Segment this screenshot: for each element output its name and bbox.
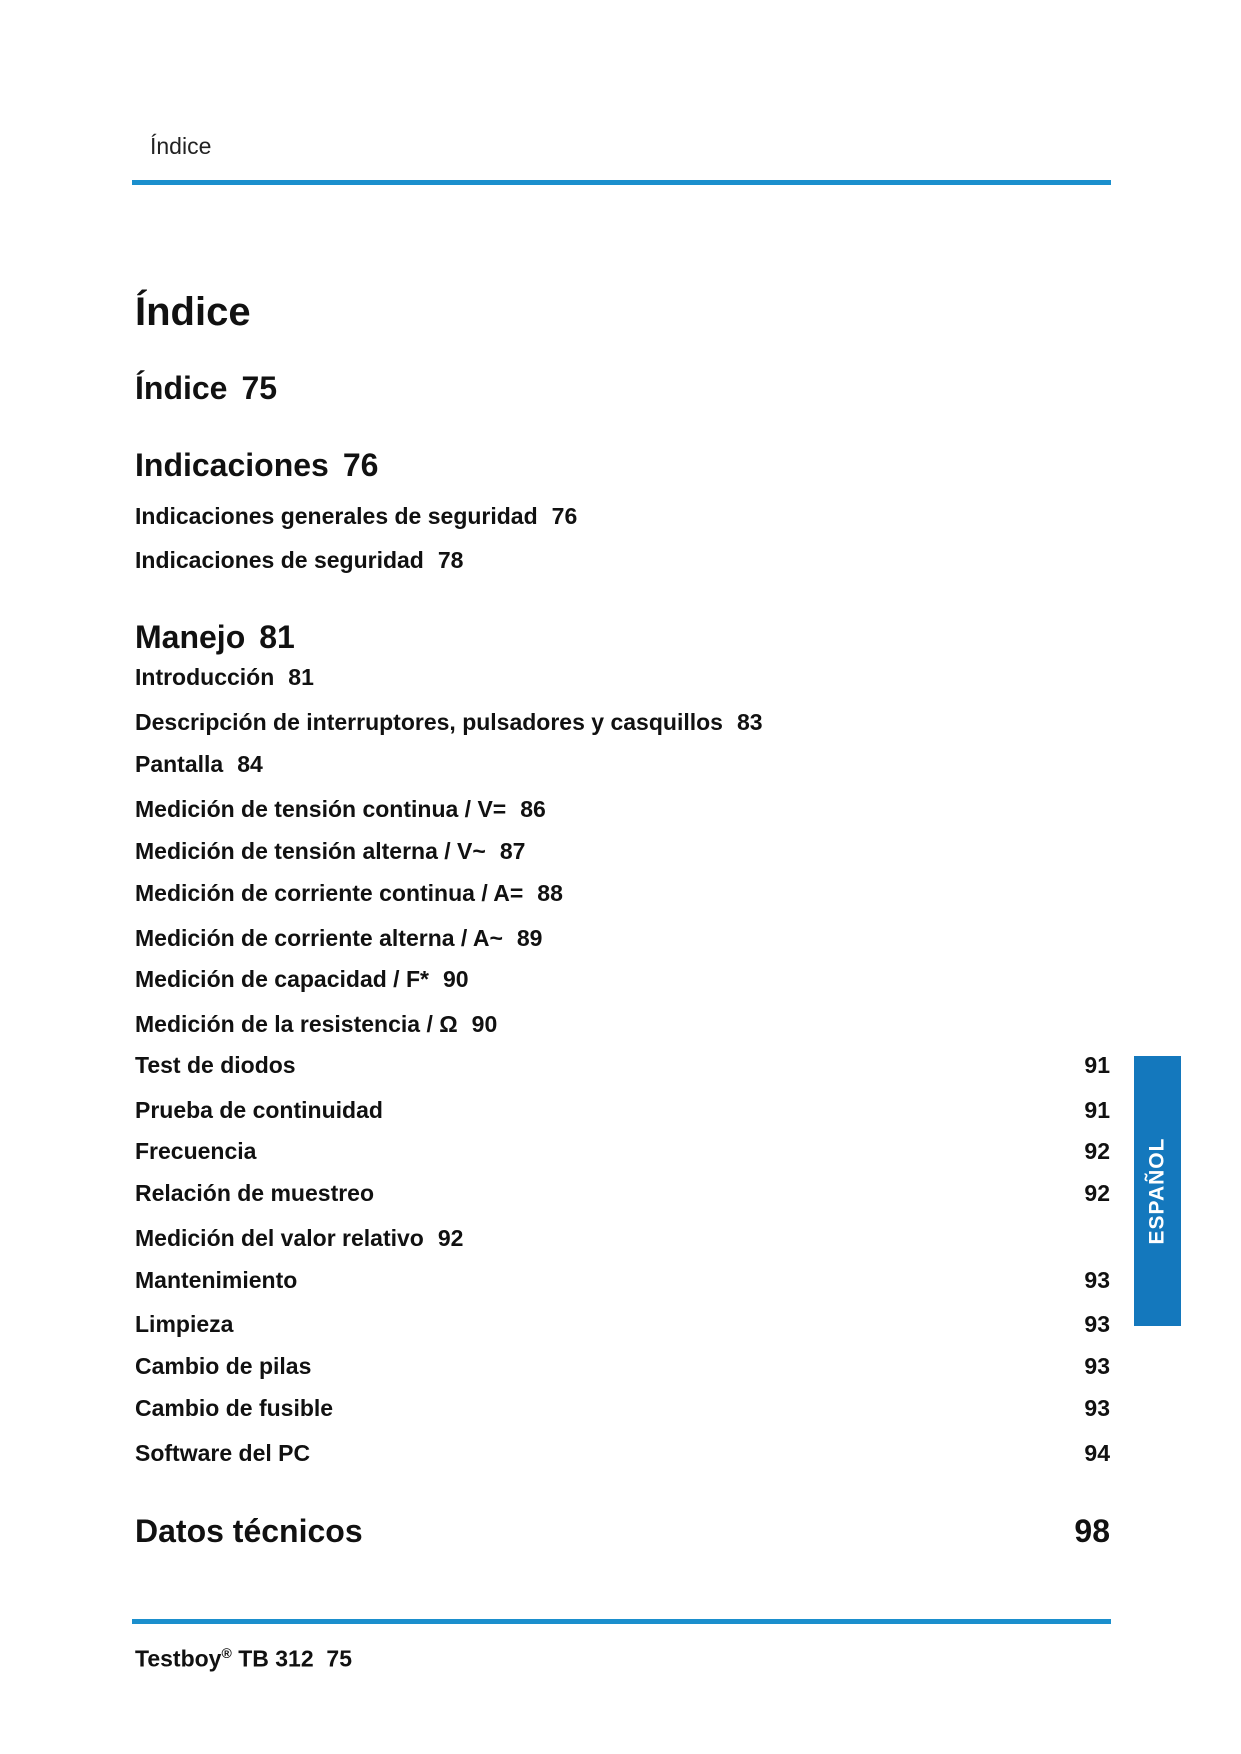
toc-label: Indicaciones de seguridad bbox=[135, 547, 424, 573]
toc-label: Indicaciones generales de seguridad bbox=[135, 503, 538, 529]
toc-entry bbox=[135, 1353, 1110, 1380]
language-tab bbox=[1134, 1056, 1181, 1326]
toc-page-number: 93 bbox=[1084, 1353, 1110, 1379]
toc-heading bbox=[135, 1513, 1110, 1550]
toc-page-number: 76 bbox=[551, 503, 578, 529]
toc-page-number: 90 bbox=[471, 1011, 498, 1037]
toc-label: Medición de corriente continua / A= bbox=[135, 880, 524, 906]
running-header: Índice bbox=[150, 133, 212, 159]
toc-page-number: 83 bbox=[736, 709, 763, 735]
toc-page-number: 78 bbox=[437, 547, 464, 573]
toc-label: Introducción bbox=[135, 664, 275, 690]
toc-page-number: 87 bbox=[499, 838, 526, 864]
toc-page-number: 86 bbox=[520, 796, 546, 822]
toc-page-number: 92 bbox=[1084, 1138, 1110, 1164]
toc-label: Cambio de fusible bbox=[135, 1395, 334, 1421]
toc-page-number: 94 bbox=[1084, 1440, 1110, 1466]
toc-page-number: 93 bbox=[1084, 1311, 1110, 1337]
toc-page-number: 91 bbox=[1084, 1097, 1110, 1123]
toc-heading bbox=[135, 370, 1110, 407]
toc-entry bbox=[135, 966, 1110, 993]
toc-label: Medición de corriente alterna / A~ bbox=[135, 925, 503, 951]
toc-label: Datos técnicos bbox=[135, 1513, 363, 1549]
toc-entry bbox=[135, 1180, 1110, 1207]
toc-label: Test de diodos bbox=[135, 1052, 296, 1078]
toc-label: Medición de la resistencia / Ω bbox=[135, 1011, 458, 1037]
footer-page-number: 75 bbox=[326, 1645, 353, 1672]
toc-entry bbox=[135, 503, 1110, 530]
toc-label: Índice bbox=[135, 370, 228, 406]
toc-page-number: 81 bbox=[288, 664, 314, 690]
toc-entry bbox=[135, 796, 1110, 823]
toc-page-number: 91 bbox=[1084, 1052, 1110, 1078]
toc-page-number: 90 bbox=[442, 966, 469, 992]
footer-model: TB 312 bbox=[231, 1645, 314, 1672]
toc-label: Medición de capacidad / F* bbox=[135, 966, 429, 992]
footer-rule bbox=[132, 1619, 1111, 1624]
toc-entry bbox=[135, 880, 1110, 907]
toc-label: Software del PC bbox=[135, 1440, 311, 1466]
language-tab-label: ESPAÑOL bbox=[1145, 1137, 1169, 1245]
toc-label: Indicaciones bbox=[135, 447, 329, 483]
page-title: Índice bbox=[135, 290, 251, 334]
toc-heading bbox=[135, 447, 1110, 484]
toc-page-number: 76 bbox=[342, 447, 379, 483]
footer bbox=[135, 1645, 352, 1673]
toc-entry bbox=[135, 751, 1110, 778]
toc-entry bbox=[135, 1311, 1110, 1338]
toc-page-number: 92 bbox=[1084, 1180, 1110, 1206]
toc-label: Medición de tensión continua / V= bbox=[135, 796, 507, 822]
toc-page-number: 84 bbox=[237, 751, 263, 777]
toc-heading bbox=[135, 619, 1110, 656]
toc-page-number: 93 bbox=[1084, 1267, 1110, 1293]
toc-label: Manejo bbox=[135, 619, 246, 655]
toc-entry bbox=[135, 838, 1110, 865]
header-rule bbox=[132, 180, 1111, 185]
toc-entry bbox=[135, 1052, 1110, 1079]
toc-label: Prueba de continuidad bbox=[135, 1097, 383, 1123]
toc-label: Cambio de pilas bbox=[135, 1353, 312, 1379]
toc-label: Medición de tensión alterna / V~ bbox=[135, 838, 486, 864]
toc-entry bbox=[135, 1440, 1110, 1467]
toc-page-number: 89 bbox=[516, 925, 543, 951]
toc-page-number: 81 bbox=[259, 619, 295, 655]
toc-label: Mantenimiento bbox=[135, 1267, 298, 1293]
footer-brand: Testboy bbox=[135, 1645, 222, 1672]
toc-entry bbox=[135, 1138, 1110, 1165]
toc-entry bbox=[135, 1097, 1110, 1124]
toc-entry bbox=[135, 1395, 1110, 1422]
toc-label: Descripción de interruptores, pulsadores y casquillos bbox=[135, 709, 723, 735]
toc-entry bbox=[135, 709, 1110, 736]
toc-entry bbox=[135, 547, 1110, 574]
toc-page-number: 88 bbox=[537, 880, 563, 906]
toc-entry bbox=[135, 925, 1110, 952]
toc-page-number: 93 bbox=[1084, 1395, 1110, 1421]
toc-entry bbox=[135, 1225, 1110, 1252]
toc-entry bbox=[135, 1267, 1110, 1294]
registered-mark: ® bbox=[221, 1645, 232, 1661]
toc-label: Pantalla bbox=[135, 751, 224, 777]
toc-entry bbox=[135, 664, 1110, 691]
toc-label: Medición del valor relativo bbox=[135, 1225, 424, 1251]
toc-page-number: 92 bbox=[437, 1225, 464, 1251]
toc-label: Limpieza bbox=[135, 1311, 234, 1337]
toc-page-number: 75 bbox=[241, 370, 278, 406]
toc-label: Relación de muestreo bbox=[135, 1180, 375, 1206]
toc-page-number: 98 bbox=[1074, 1513, 1110, 1549]
toc-label: Frecuencia bbox=[135, 1138, 257, 1164]
toc-entry bbox=[135, 1011, 1110, 1038]
